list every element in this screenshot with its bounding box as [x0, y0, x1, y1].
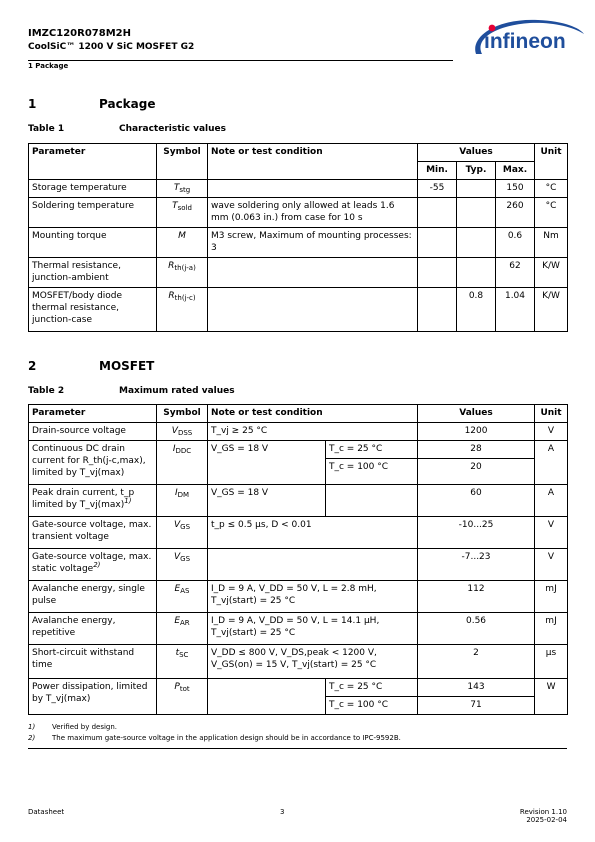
table-row [29, 485, 568, 517]
table-row [29, 549, 568, 581]
symbol-cell: $T_{stg}$ [157, 180, 208, 198]
footnote-mark: 2) [28, 734, 36, 742]
min-cell [418, 228, 457, 258]
value-cell: 143 [418, 679, 535, 697]
unit-cell: A [535, 441, 568, 485]
condition-cell: V_GS = 18 V [208, 441, 326, 485]
col-header-unit: Unit [535, 144, 568, 180]
footer-revision-block [520, 808, 567, 824]
col-header-values: Values [418, 405, 535, 423]
symbol-cell: M [157, 228, 208, 258]
unit-cell: K/W [535, 258, 568, 288]
typ-cell [457, 180, 496, 198]
table-2-number: Table 2 [28, 386, 65, 396]
symbol-cell: $t_{SC}$ [157, 645, 208, 679]
sub-condition-cell: T_c = 25 °C [326, 679, 418, 697]
min-cell [418, 198, 457, 228]
unit-cell: °C [535, 198, 568, 228]
footnote-ref: 2) [93, 561, 101, 569]
revision-date: 2025-02-04 [526, 816, 567, 824]
footnote-text: The maximum gate-source voltage in the application design should be in accordance to IPC-9592B. [52, 734, 401, 742]
footnote-mark: 1) [28, 723, 36, 731]
footnote-text: Verified by design. [52, 723, 118, 731]
table-row [29, 645, 568, 679]
unit-cell: °C [535, 180, 568, 198]
min-cell [418, 288, 457, 332]
table-row [29, 228, 568, 258]
symbol-cell: $V_{GS}$ [157, 549, 208, 581]
max-cell: 1.04 [496, 288, 535, 332]
sub-condition-cell: T_c = 100 °C [326, 459, 418, 485]
param-cell: MOSFET/body diode thermal resistance, junction-case [29, 288, 157, 332]
param-cell: Avalanche energy, single pulse [29, 581, 157, 613]
symbol-cell: $E_{AR}$ [157, 613, 208, 645]
symbol-cell: $I_{DDC}$ [157, 441, 208, 485]
col-header-values: Values [418, 144, 535, 162]
param-cell: Storage temperature [29, 180, 157, 198]
note-cell: M3 screw, Maximum of mounting processes: 3 [208, 228, 418, 258]
condition-cell [208, 679, 326, 715]
section-1-title: Package [99, 97, 156, 111]
symbol-cell: $V_{GS}$ [157, 517, 208, 549]
revision: Revision 1.10 [519, 808, 567, 816]
unit-cell: mJ [535, 613, 568, 645]
empty-cell [326, 485, 418, 517]
table-1-number: Table 1 [28, 124, 65, 134]
typ-cell [457, 228, 496, 258]
footer-doc-type: Datasheet [28, 808, 65, 816]
page-number: 3 [280, 808, 285, 816]
condition-cell [208, 549, 418, 581]
max-cell: 0.6 [496, 228, 535, 258]
part-number: IMZC120R078M2H [28, 28, 131, 39]
col-header-typ: Typ. [457, 162, 496, 180]
col-header-note: Note or test condition [208, 144, 418, 180]
value-cell: 71 [418, 697, 535, 715]
condition-cell: I_D = 9 A, V_DD = 50 V, L = 14.1 µH, T_vj(start) = 25 °C [208, 613, 418, 645]
breadcrumb: 1 Package [28, 62, 69, 70]
section-2-number: 2 [28, 359, 37, 373]
param-cell: Soldering temperature [29, 198, 157, 228]
table-row [29, 441, 568, 459]
footnote-divider [28, 748, 567, 749]
header-divider [28, 60, 453, 61]
sub-condition-cell: T_c = 25 °C [326, 441, 418, 459]
characteristic-values-table [28, 143, 568, 332]
param-cell: Peak drain current, t_p limited by $T\_vj(\max)^{1)}$ [29, 485, 157, 517]
table-row [29, 581, 568, 613]
typ-cell [457, 258, 496, 288]
col-header-min: Min. [418, 162, 457, 180]
param-cell: Avalanche energy, repetitive [29, 613, 157, 645]
max-cell: 62 [496, 258, 535, 288]
value-cell: -7...23 [418, 549, 535, 581]
unit-cell: W [535, 679, 568, 715]
value-cell: 60 [418, 485, 535, 517]
col-header-max: Max. [496, 162, 535, 180]
note-cell [208, 180, 418, 198]
condition-cell: T_vj ≥ 25 °C [208, 423, 418, 441]
condition-cell: V_GS = 18 V [208, 485, 326, 517]
table-row [29, 613, 568, 645]
section-1-number: 1 [28, 97, 37, 111]
table-2-title: Maximum rated values [119, 386, 235, 396]
col-header-unit: Unit [535, 405, 568, 423]
table-row [29, 517, 568, 549]
table-1-title: Characteristic values [119, 124, 226, 134]
unit-cell: µs [535, 645, 568, 679]
table-row [29, 423, 568, 441]
param-cell: Gate-source voltage, max. static voltage$^{2)}$ [29, 549, 157, 581]
col-header-symbol: Symbol [157, 144, 208, 180]
footnote-1 [28, 723, 117, 731]
symbol-cell: $V_{DSS}$ [157, 423, 208, 441]
unit-cell: mJ [535, 581, 568, 613]
symbol-cell: $E_{AS}$ [157, 581, 208, 613]
note-cell [208, 288, 418, 332]
unit-cell: V [535, 517, 568, 549]
value-cell: 112 [418, 581, 535, 613]
param-cell: Mounting torque [29, 228, 157, 258]
value-cell: 1200 [418, 423, 535, 441]
col-header-parameter: Parameter [29, 405, 157, 423]
col-header-symbol: Symbol [157, 405, 208, 423]
section-2-title: MOSFET [99, 359, 155, 373]
unit-cell: V [535, 423, 568, 441]
param-cell: Continuous DC drain current for R_th(j-c,max), limited by T_vj(max) [29, 441, 157, 485]
typ-cell [457, 198, 496, 228]
symbol-cell: $T_{sold}$ [157, 198, 208, 228]
symbol-cell: $I_{DM}$ [157, 485, 208, 517]
table-row [29, 198, 568, 228]
min-cell [418, 258, 457, 288]
col-header-parameter: Parameter [29, 144, 157, 180]
value-cell: 0.56 [418, 613, 535, 645]
param-cell: Short-circuit withstand time [29, 645, 157, 679]
note-cell: wave soldering only allowed at leads 1.6 mm (0.063 in.) from case for 10 s [208, 198, 418, 228]
table-row [29, 180, 568, 198]
max-cell: 260 [496, 198, 535, 228]
param-cell: Thermal resistance, junction-ambient [29, 258, 157, 288]
condition-cell: I_D = 9 A, V_DD = 50 V, L = 2.8 mH, T_vj(start) = 25 °C [208, 581, 418, 613]
unit-cell: A [535, 485, 568, 517]
value-cell: -10...25 [418, 517, 535, 549]
product-subtitle: CoolSiC™ 1200 V SiC MOSFET G2 [28, 42, 195, 52]
param-cell: Gate-source voltage, max. transient voltage [29, 517, 157, 549]
footnote-ref: 1) [124, 497, 132, 505]
unit-cell: V [535, 549, 568, 581]
symbol-cell: $R_{th(j-c)}$ [157, 288, 208, 332]
param-cell: Drain-source voltage [29, 423, 157, 441]
note-cell [208, 258, 418, 288]
symbol-cell: $P_{tot}$ [157, 679, 208, 715]
sub-condition-cell: T_c = 100 °C [326, 697, 418, 715]
col-header-note: Note or test condition [208, 405, 418, 423]
maximum-rated-values-table [28, 404, 568, 715]
param-cell: Power dissipation, limited by T_vj(max) [29, 679, 157, 715]
unit-cell: Nm [535, 228, 568, 258]
infineon-logo [468, 14, 586, 64]
footnote-2 [28, 734, 401, 742]
typ-cell: 0.8 [457, 288, 496, 332]
symbol-cell: $R_{th(j-a)}$ [157, 258, 208, 288]
value-cell: 28 [418, 441, 535, 459]
table-row [29, 679, 568, 697]
unit-cell: K/W [535, 288, 568, 332]
value-cell: 20 [418, 459, 535, 485]
logo-wordmark: infineon [484, 30, 566, 53]
table-row [29, 258, 568, 288]
table-row [29, 288, 568, 332]
value-cell: 2 [418, 645, 535, 679]
condition-cell: t_p ≤ 0.5 µs, D < 0.01 [208, 517, 418, 549]
condition-cell: V_DD ≤ 800 V, V_DS,peak < 1200 V, V_GS(on) = 15 V, T_vj(start) = 25 °C [208, 645, 418, 679]
min-cell: -55 [418, 180, 457, 198]
max-cell: 150 [496, 180, 535, 198]
